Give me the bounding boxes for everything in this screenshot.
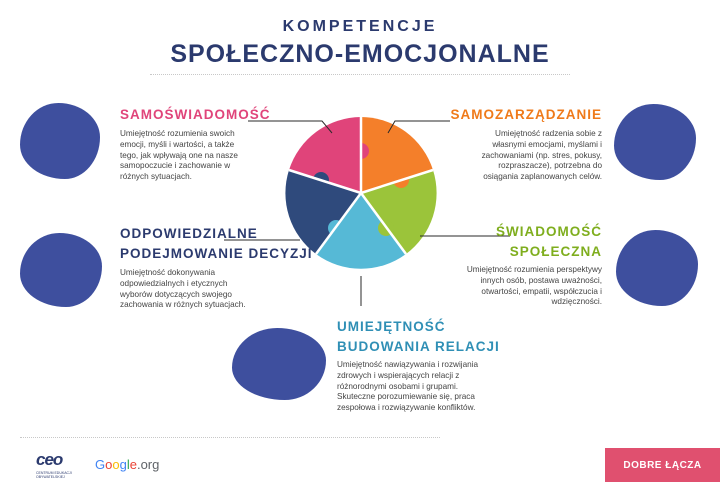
heading-responsible-decisions-2: PODEJMOWANIE DECYZJI	[120, 246, 313, 261]
text-self-management: Umiejętność radzenia sobie z własnymi emocjami, myślami i zachowaniami (np. stres, pokusy, rozpraszacze), potrzebna do osiągania zaplanowanych celów.	[481, 129, 602, 182]
google-org-logo: Google.org	[95, 457, 160, 472]
illustration-relationship-skills	[232, 328, 326, 400]
ceo-logo-mark: ceo	[36, 450, 63, 469]
title-line-1: KOMPETENCJE	[282, 18, 438, 35]
illustration-self-management	[614, 104, 696, 180]
heading-social-awareness-1: ŚWIADOMOŚĆ	[496, 224, 602, 239]
heading-self-management: SAMOZARZĄDZANIE	[450, 107, 602, 122]
illustration-social-awareness	[616, 230, 698, 306]
text-self-awareness: Umiejętność rozumienia swoich emocji, myśli i wartości, a także tego, jak wpływają one na nasze samopoczucie i zachowanie w różnych sytuacjach.	[120, 129, 238, 182]
divider-bottom	[20, 437, 440, 438]
heading-self-awareness: SAMOŚWIADOMOŚĆ	[120, 107, 271, 122]
text-responsible-decisions: Umiejętność dokonywania odpowiedzialnych i etycznych wyborów dotyczących swojego zachowania w różnych sytuacjach.	[120, 268, 246, 310]
illustration-self-awareness	[20, 103, 100, 179]
text-social-awareness: Umiejętność rozumienia perspektywy innych osób, postawa uważności, otwartości, empatii, współczucia i wdzięczności.	[466, 265, 602, 307]
ceo-logo	[36, 450, 76, 479]
heading-relationship-skills-1: UMIEJĘTNOŚĆ	[337, 319, 446, 334]
ceo-logo-subtitle: CENTRUM EDUKACJI OBYWATELSKIEJ	[36, 471, 72, 479]
heading-responsible-decisions-1: ODPOWIEDZIALNE	[120, 226, 258, 241]
heading-relationship-skills-2: BUDOWANIA RELACJI	[337, 339, 500, 354]
dobre-lacza-button[interactable]: DOBRE ŁĄCZA	[605, 448, 720, 482]
illustration-responsible-decisions	[20, 233, 102, 307]
heading-social-awareness-2: SPOŁECZNA	[509, 244, 602, 259]
title-line-2: SPOŁECZNO-EMOCJONALNE	[170, 40, 550, 68]
text-relationship-skills: Umiejętność nawiązywania i rozwijania zdrowych i wspierających relacji z różnorodnymi osobami i grupami. Skuteczne porozumiewanie się, praca zespołowa i rozwiązywanie konfliktów.	[337, 360, 479, 413]
